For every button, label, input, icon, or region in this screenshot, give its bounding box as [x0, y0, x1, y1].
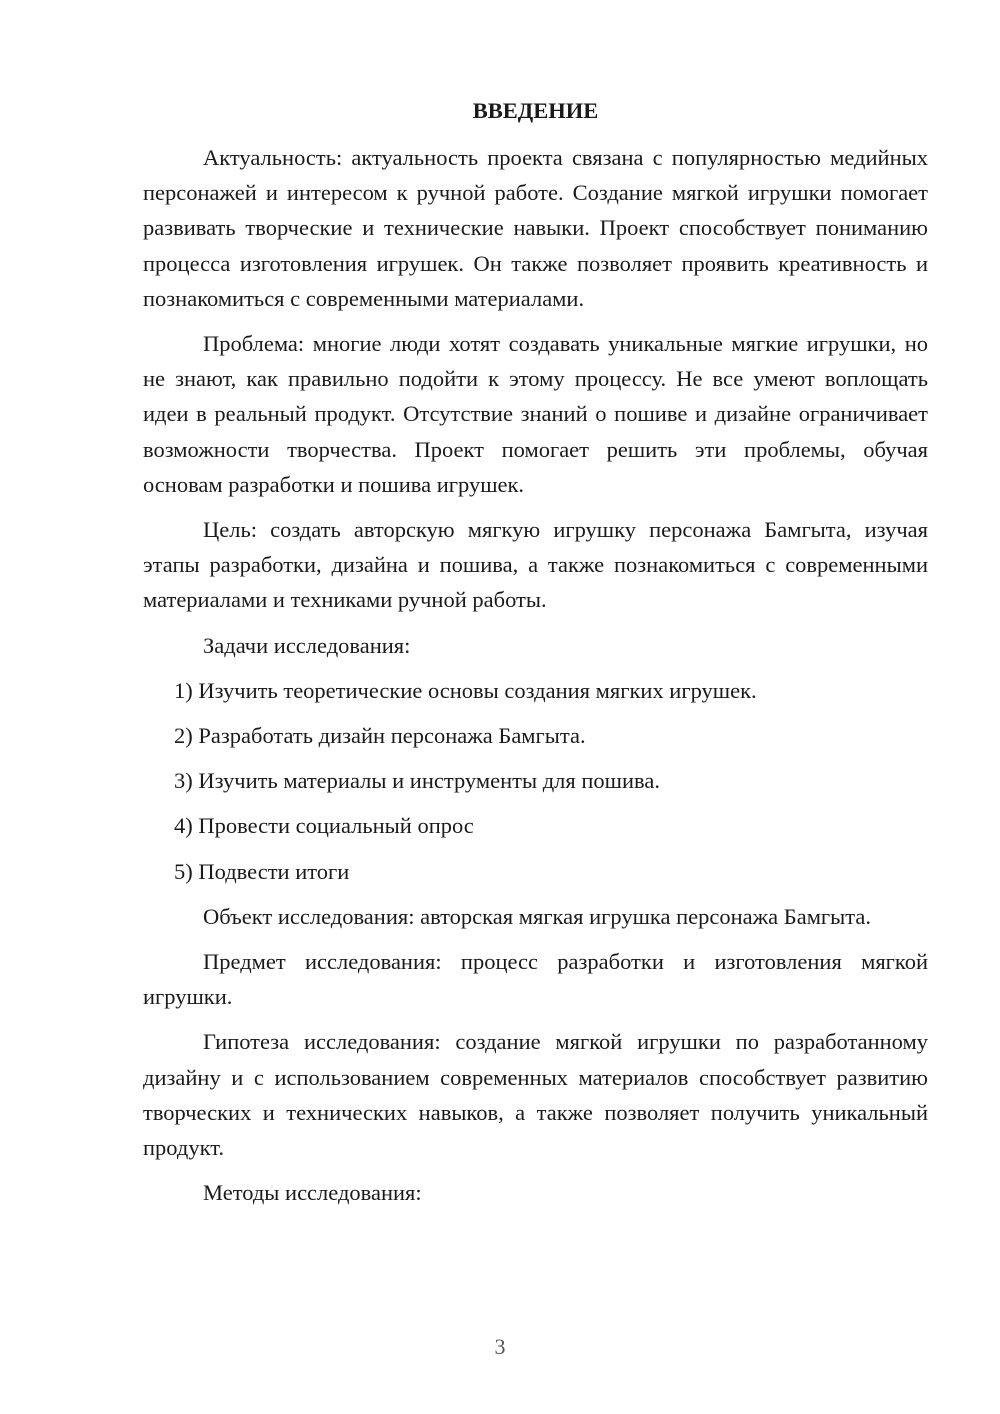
task-item-3: 3) Изучить материалы и инструменты для пошива. [174, 768, 660, 794]
task-item-5: 5) Подвести итоги [174, 858, 350, 884]
tasks-list [143, 673, 928, 889]
methods-heading: Методы исследования: [203, 1180, 422, 1206]
tasks-heading: Задачи исследования: [203, 632, 411, 658]
problem-paragraph: Проблема: многие люди хотят создавать уникальные мягкие игрушки, но не знают, как правильно подойти к этому процессу. Не все умеют воплощать идеи в реальный продукт. Отсутствие знаний о пошиве и дизайне ограничивает возможности творчества. Проект помогает решить эти проблемы, обучая основам разработки и пошива игрушек. [143, 331, 928, 497]
goal-paragraph: Цель: создать авторскую мягкую игрушку персонажа Бамгыта, изучая этапы разработки, дизайна и пошива, а также познакомиться с современными материалами и техниками ручной работы. [143, 517, 928, 613]
page-content [143, 94, 928, 1210]
task-item-4: 4) Провести социальный опрос [174, 813, 474, 839]
section-title: ВВЕДЕНИЕ [472, 98, 599, 123]
object-paragraph: Объект исследования: авторская мягкая игрушка персонажа Бамгыта. [203, 903, 872, 929]
page-number: 3 [494, 1334, 506, 1359]
relevance-paragraph: Актуальность: актуальность проекта связана с популярностью медийных персонажей и интересом к ручной работе. Создание мягкой игрушки помогает развивать творческие и технические навыки. Проект способствует пониманию процесса изготовления игрушек. Он также позволяет проявить креативность и познакомиться с современными материалами. [143, 145, 928, 311]
subject-paragraph: Предмет исследования: процесс разработки и изготовления мягкой игрушки. [143, 949, 928, 1010]
hypothesis-paragraph: Гипотеза исследования: создание мягкой игрушки по разработанному дизайну и с использованием современных материалов способствует развитию творческих и технических навыков, а также позволяет получить уникальный продукт. [143, 1029, 928, 1161]
task-item-2: 2) Разработать дизайн персонажа Бамгыта. [174, 723, 586, 749]
task-item-1: 1) Изучить теоретические основы создания мягких игрушек. [174, 677, 757, 703]
